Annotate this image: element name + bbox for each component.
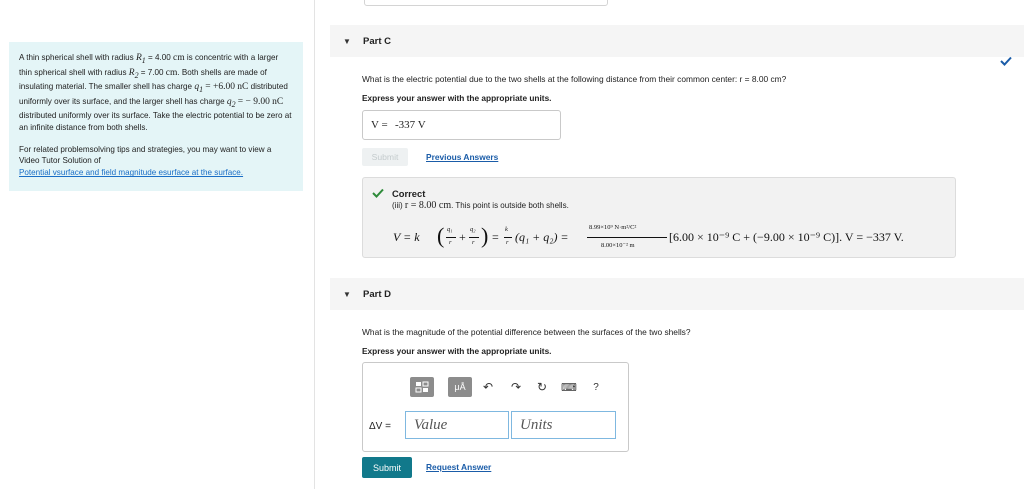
part-d-instruction: Express your answer with the appropriate units.	[362, 346, 552, 356]
correct-feedback-box	[362, 177, 956, 258]
feedback-explanation: (iii) r = 8.00 cm. This point is outside both shells.	[392, 200, 569, 211]
part-d-title: Part D	[363, 289, 391, 300]
correct-check-icon	[372, 188, 384, 198]
completed-check-icon	[999, 55, 1013, 67]
part-c-question: What is the electric potential due to the two shells at the following distance from their common center: r = 8.00 cm?	[362, 74, 787, 84]
previous-answers-link[interactable]: Previous Answers	[426, 152, 499, 162]
delta-v-label: ΔV =	[369, 421, 391, 432]
q1-symbol: $q_1$	[194, 82, 204, 95]
problem-statement-panel	[9, 42, 303, 191]
help-icon[interactable]: ?	[593, 381, 599, 393]
part-d-answer-widget	[362, 362, 629, 452]
column-divider	[314, 0, 315, 489]
templates-icon	[415, 381, 429, 393]
redo-icon[interactable]: ↷	[510, 380, 522, 394]
value-input[interactable]: Value	[405, 411, 509, 439]
reset-icon[interactable]: ↻	[536, 380, 548, 394]
part-c-submit-button[interactable]: Submit	[362, 148, 408, 166]
part-d-submit-button[interactable]: Submit	[362, 457, 412, 478]
answer-value: -337 V	[395, 119, 426, 131]
units-input[interactable]: Units	[511, 411, 616, 439]
problem-statement: A thin spherical shell with radius $R_1 = 4.00$ cm is concentric with a larger thin spherical shell with radius $R_2 = 7.00$ cm. Both shells are made of insulating material. The smaller shell has charge $q_1 = +6.00$ nC distributed uniformly over its surface, and the larger shell has charge $q_2$ = − 9.00 nC distributed uniformly over its surface. Take the electric potential to be zero at an infinite distance from both shells.	[19, 53, 292, 133]
collapse-caret-icon[interactable]: ▼	[343, 37, 351, 46]
tips-text: For related problemsolving tips and strategies, you may want to view a Video Tutor Solution of Potential vsurface and field magnitude esurface at the surface.	[19, 144, 272, 178]
part-c-answer-box	[362, 110, 561, 140]
collapse-caret-icon[interactable]: ▼	[343, 290, 351, 299]
R1-symbol: $R_1$	[135, 53, 146, 65]
feedback-title: Correct	[392, 188, 426, 199]
previous-part-box	[364, 0, 608, 6]
part-c-instruction: Express your answer with the appropriate units.	[362, 93, 552, 103]
part-d-header[interactable]	[330, 278, 1024, 310]
answer-label: V =	[371, 119, 388, 131]
q2-symbol: $q_2$	[226, 96, 236, 109]
keyboard-icon[interactable]: ⌨	[561, 381, 577, 394]
part-d-question: What is the magnitude of the potential difference between the surfaces of the two shells?	[362, 327, 691, 337]
request-answer-link[interactable]: Request Answer	[426, 462, 492, 472]
templates-button[interactable]	[410, 377, 434, 397]
part-c-header[interactable]	[330, 25, 1024, 57]
undo-icon[interactable]: ↶	[482, 380, 494, 394]
units-button[interactable]: μÅ	[448, 377, 472, 397]
video-tutor-link[interactable]: Potential vsurface and field magnitude esurface at the surface.	[19, 168, 244, 178]
solution-equation: V = k ( q₁ r + q₂ r ) = k r (q₁ + q₂) = 8.99×10⁹ N·m²/C² 8.00×10⁻² m [6.00 × 10⁻⁹ C + (−9.00 × 10⁻⁹ C)]. V = −337 V.	[393, 223, 904, 249]
R2-symbol: $R_2$	[128, 67, 139, 80]
part-c-title: Part C	[363, 36, 391, 47]
